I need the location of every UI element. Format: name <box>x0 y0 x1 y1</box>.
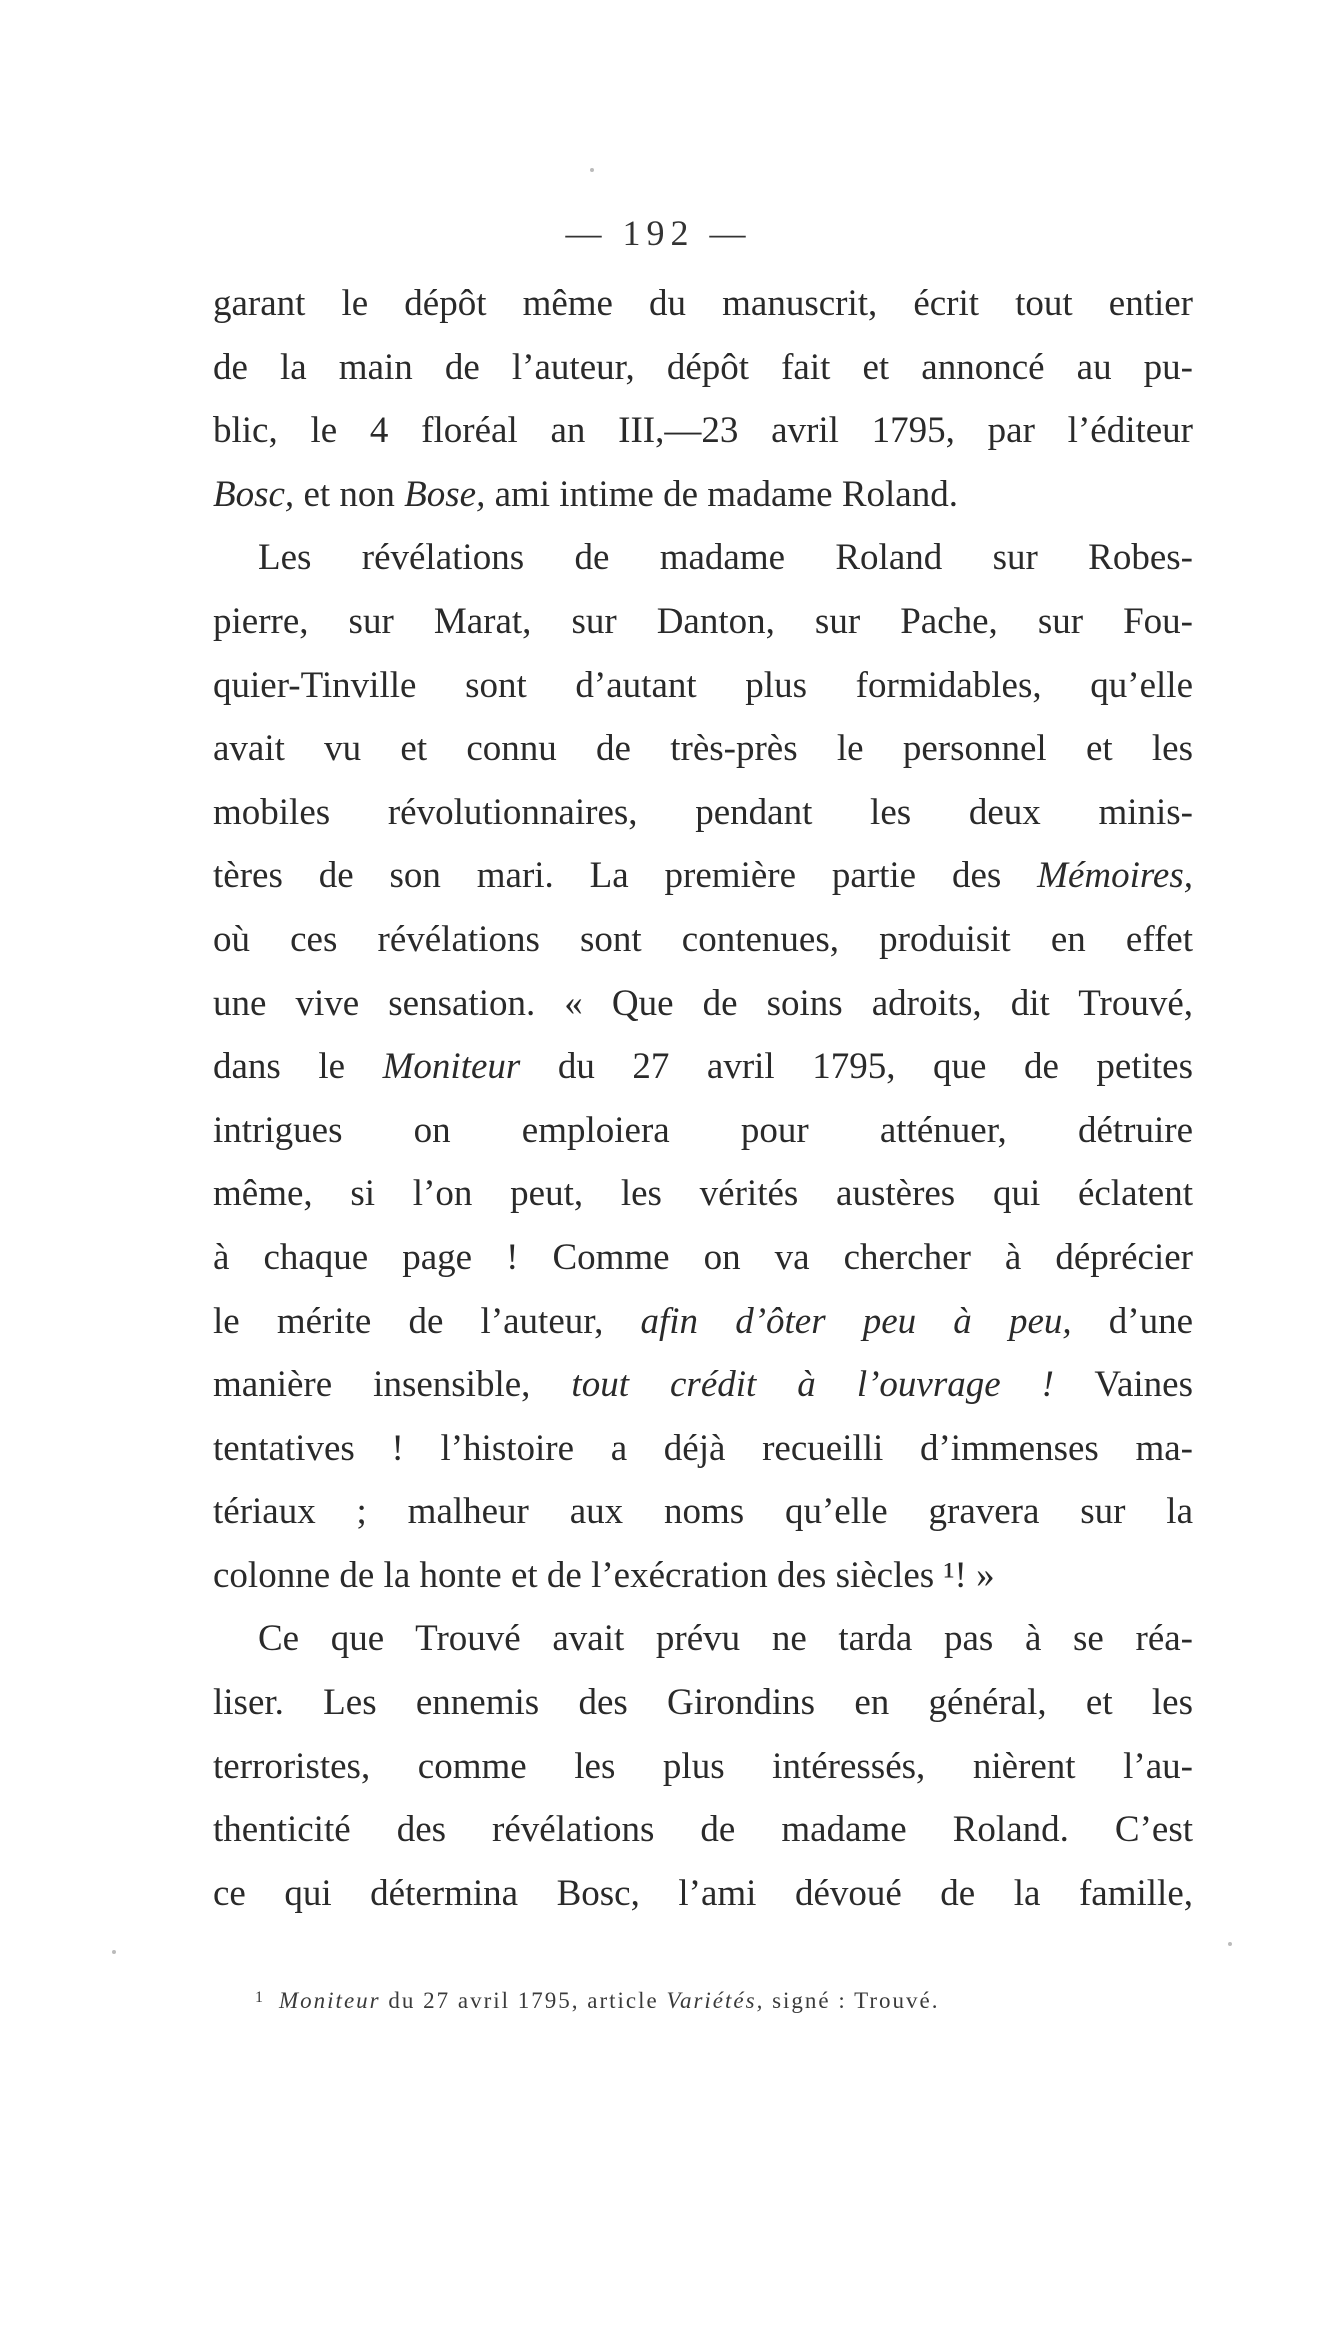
text-line <box>213 1417 1193 1481</box>
text-line <box>213 1035 1193 1099</box>
text-line <box>213 526 1193 590</box>
text-line <box>213 972 1193 1036</box>
text-line <box>213 1671 1193 1735</box>
text-run: avait vu et connu de très-près le personnel et les <box>213 728 1193 770</box>
text-run: dans le <box>213 1046 383 1088</box>
text-run: du 27 avril 1795, que de petites <box>520 1046 1193 1088</box>
text-run: Les révélations de madame Roland sur Robes- <box>258 537 1193 579</box>
text-run: ami intime de madame Roland. <box>485 473 958 515</box>
text-run: tentatives ! l’histoire a déjà recueilli d’immenses ma- <box>213 1427 1193 1469</box>
text-run: du 27 avril 1795, article <box>380 1988 667 2013</box>
paper-speck <box>590 168 594 172</box>
text-line <box>213 1099 1193 1163</box>
text-line <box>213 1735 1193 1799</box>
text-line <box>213 1862 1193 1926</box>
text-line <box>213 1607 1193 1671</box>
text-run: blic, le 4 floréal an III,—23 avril 1795, par l’éditeur <box>213 410 1193 452</box>
text-line <box>213 399 1193 463</box>
italic-text: Moniteur <box>382 1046 521 1088</box>
text-run: garant le dépôt même du manuscrit, écrit tout entier <box>213 283 1193 324</box>
body-text <box>213 272 1193 1925</box>
text-run: Vaines <box>1054 1364 1194 1406</box>
text-run: quier-Tinville sont d’autant plus formidables, qu’elle <box>213 664 1193 706</box>
text-line <box>213 717 1193 781</box>
italic-text: afin d’ôter peu à peu, <box>640 1300 1072 1342</box>
italic-text: Mémoires, <box>1037 855 1193 897</box>
text-line <box>213 654 1193 718</box>
text-line <box>213 272 1193 336</box>
footnote-mark: 1 <box>255 1989 265 2006</box>
text-line <box>213 1798 1193 1862</box>
text-run: ce qui détermina Bosc, l’ami dévoué de la famille, <box>213 1872 1193 1914</box>
text-run: Ce que Trouvé avait prévu ne tarda pas à se réa- <box>258 1618 1193 1660</box>
text-run: où ces révélations sont contenues, produisit en effet <box>213 918 1193 960</box>
text-run: de la main de l’auteur, dépôt fait et annoncé au pu- <box>213 346 1193 388</box>
text-run: et non <box>294 473 405 515</box>
text-line <box>213 1162 1193 1226</box>
text-run: signé : Trouvé. <box>764 1988 940 2013</box>
italic-text: Bose, <box>404 473 486 515</box>
text-line <box>213 908 1193 972</box>
text-run: d’une <box>1071 1300 1194 1342</box>
text-line <box>213 336 1193 400</box>
text-line <box>213 590 1193 654</box>
text-run: colonne de la honte et de l’exécration des siècles ¹! » <box>213 1554 995 1596</box>
text-line <box>213 1353 1193 1417</box>
paper-speck <box>1228 1942 1232 1946</box>
text-run: le mérite de l’auteur, <box>213 1300 641 1342</box>
text-run: pierre, sur Marat, sur Danton, sur Pache, sur Fou- <box>213 600 1193 642</box>
footnote <box>255 1988 1155 2014</box>
text-line <box>213 1290 1193 1354</box>
text-line <box>213 844 1193 908</box>
page-number: — 192 — <box>565 213 752 253</box>
italic-text: Variétés, <box>666 1988 765 2013</box>
paper-speck <box>112 1950 116 1954</box>
text-run: liser. Les ennemis des Girondins en général, et les <box>213 1682 1193 1724</box>
text-line <box>213 1480 1193 1544</box>
text-run: tériaux ; malheur aux noms qu’elle gravera sur la <box>213 1491 1193 1533</box>
text-run: intrigues on emploiera pour atténuer, détruire <box>213 1109 1193 1151</box>
italic-text: Bosc, <box>213 473 295 515</box>
text-run: mobiles révolutionnaires, pendant les deux minis- <box>213 791 1193 833</box>
text-line <box>213 1226 1193 1290</box>
text-run: terroristes, comme les plus intéressés, nièrent l’au- <box>213 1745 1193 1787</box>
text-run: une vive sensation. « Que de soins adroits, dit Trouvé, <box>213 982 1193 1024</box>
text-run: tères de son mari. La première partie des <box>213 855 1038 897</box>
italic-text: tout crédit à l’ouvrage ! <box>571 1364 1055 1406</box>
text-line <box>213 463 1193 527</box>
text-run: thenticité des révélations de madame Roland. C’est <box>213 1809 1193 1851</box>
italic-text: Moniteur <box>279 1988 381 2013</box>
text-run: manière insensible, <box>213 1364 572 1406</box>
text-line <box>213 1544 1193 1608</box>
text-run: à chaque page ! Comme on va chercher à déprécier <box>213 1236 1193 1278</box>
text-run: même, si l’on peut, les vérités austères qui éclatent <box>213 1173 1193 1215</box>
text-line <box>213 781 1193 845</box>
